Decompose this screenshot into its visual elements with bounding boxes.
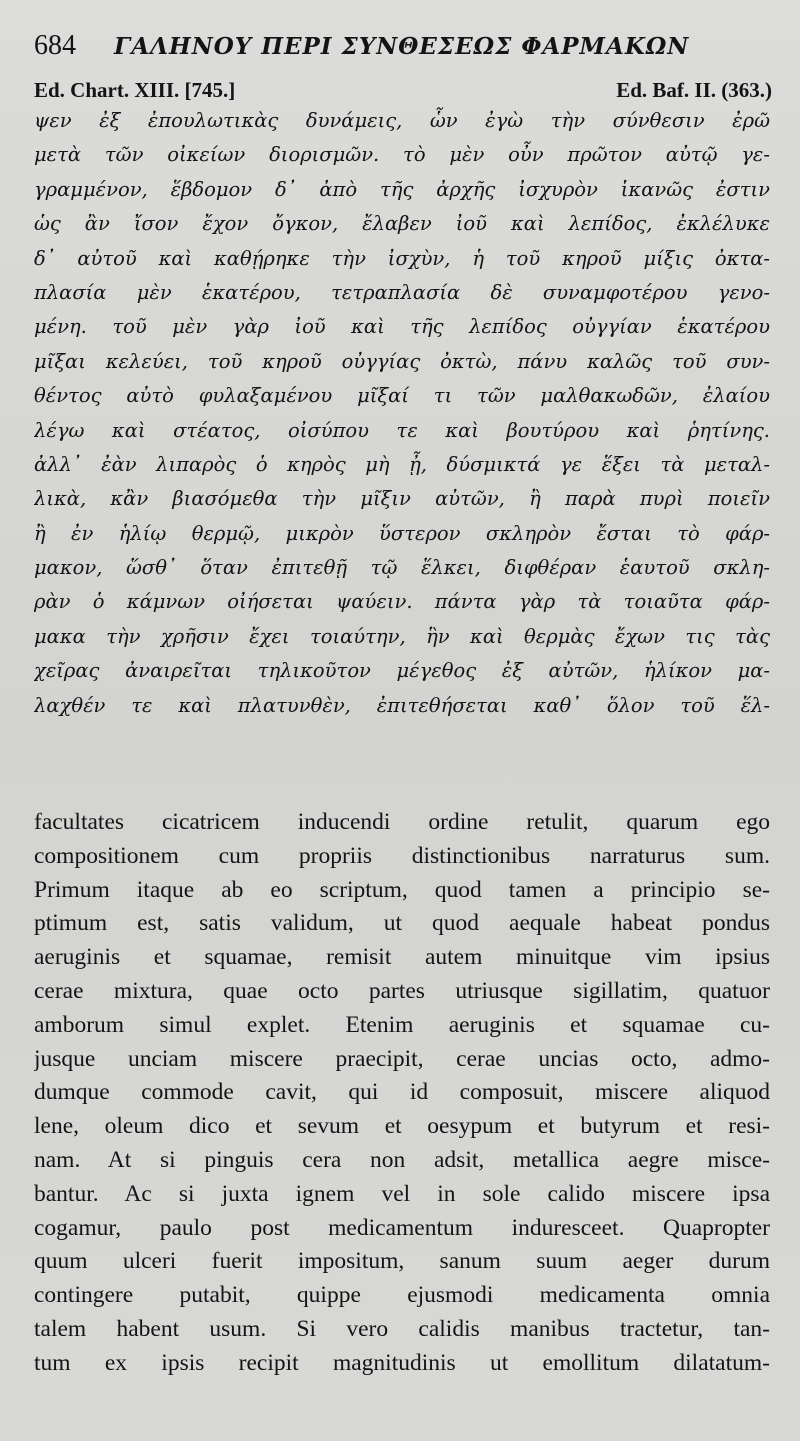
greek-line: πλασία μὲν ἑκατέρου, τετραπλασία δὲ συναμφοτέρου γενο- (34, 280, 770, 304)
greek-line: ρὰν ὁ κάμνων οἰήσεται ψαύειν. πάντα γὰρ τὰ τοιαῦτα φάρ- (34, 590, 770, 614)
latin-line: cogamur, paulo post medicamentum induresceet. Quapropter (34, 1214, 770, 1241)
latin-line: quum ulceri fuerit impositum, sanum suum aeger durum (34, 1248, 770, 1275)
running-title: ΓΑΛΗΝΟΥ ΠΕΡΙ ΣΥΝΘΕΣΕΩΣ ΦΑΡΜΑΚΩΝ (114, 33, 690, 60)
latin-line: aeruginis et squamae, remisit autem minuitque vim ipsius (34, 944, 770, 971)
latin-line: talem habent usum. Si vero calidis manibus tractetur, tan- (34, 1315, 770, 1342)
latin-line: contingere putabit, quippe ejusmodi medicamenta omnia (34, 1282, 770, 1309)
greek-text-block (34, 104, 770, 723)
edition-references (34, 78, 772, 103)
greek-line: θέντος αὐτὸ φυλαξαμένου μῖξαί τι τῶν μαλθακωδῶν, ἐλαίου (34, 384, 770, 408)
latin-line: tum ex ipsis recipit magnitudinis ut emollitum dilatatum- (34, 1349, 770, 1376)
greek-line: μετὰ τῶν οἰκείων διορισμῶν. τὸ μὲν οὖν πρῶτον αὐτῷ γε- (34, 143, 770, 167)
latin-line: compositionem cum propriis distinctionibus narraturus sum. (34, 842, 770, 869)
latin-line: ptimum est, satis validum, ut quod aequale habeat pondus (34, 910, 770, 937)
edition-bas: Ed. Baf. II. (363.) (616, 78, 772, 102)
latin-line: cerae mixtura, quae octo partes utriusque sigillatim, quatuor (34, 977, 770, 1004)
latin-line: jusque unciam miscere praecipit, cerae uncias octo, admo- (34, 1045, 770, 1072)
edition-chart: Ed. Chart. XIII. [745.] (34, 78, 236, 102)
latin-line: bantur. Ac si juxta ignem vel in sole calido miscere ipsa (34, 1180, 770, 1207)
greek-line: μένη. τοῦ μὲν γὰρ ἰοῦ καὶ τῆς λεπίδος οὐγγίαν ἑκατέρου (34, 315, 770, 339)
greek-line: λικὰ, κἂν βιασόμεθα τὴν μῖξιν αὐτῶν, ἢ παρὰ πυρὶ ποιεῖν (34, 487, 770, 511)
greek-line: γραμμένον, ἕβδομον δ᾽ ἀπὸ τῆς ἀρχῆς ἰσχυρὸν ἱκανῶς ἐστιν (34, 177, 770, 201)
latin-line: facultates cicatricem inducendi ordine retulit, quarum ego (34, 809, 770, 835)
running-header (34, 30, 770, 64)
greek-line: χεῖρας ἀναιρεῖται τηλικοῦτον μέγεθος ἐξ αὐτῶν, ἡλίκον μα- (34, 659, 770, 683)
greek-line: λαχθέν τε καὶ πλατυνθὲν, ἐπιτεθήσεται καθ᾽ ὅλον τοῦ ἕλ- (34, 693, 770, 717)
greek-line: λέγω καὶ στέατος, οἰσύπου τε καὶ βουτύρου καὶ ῥητίνης. (34, 418, 770, 442)
greek-line: μῖξαι κελεύει, τοῦ κηροῦ οὐγγίας ὀκτὼ, πάνυ καλῶς τοῦ συν- (34, 349, 770, 373)
greek-line: ὡς ἂν ἴσον ἔχον ὄγκον, ἔλαβεν ἰοῦ καὶ λεπίδος, ἐκλέλυκε (34, 212, 770, 236)
latin-line: lene, oleum dico et sevum et oesypum et butyrum et resi- (34, 1113, 770, 1140)
greek-line: δ᾽ αὐτοῦ καὶ καθῄρηκε τὴν ἰσχὺν, ἡ τοῦ κηροῦ μίξις ὀκτα- (34, 246, 770, 270)
greek-line: μακα τὴν χρῆσιν ἔχει τοιαύτην, ἣν καὶ θερμὰς ἔχων τις τὰς (34, 624, 770, 648)
latin-line: Primum itaque ab eo scriptum, quod tamen a principio se- (34, 876, 770, 903)
greek-line: μακον, ὥσθ᾽ ὅταν ἐπιτεθῇ τῷ ἕλκει, διφθέραν ἑαυτοῦ σκλη- (34, 556, 770, 580)
greek-line: ἀλλ᾽ ἐὰν λιπαρὸς ὁ κηρὸς μὴ ᾖ, δύσμικτά γε ἕξει τὰ μεταλ- (34, 452, 770, 476)
latin-text-block (34, 806, 770, 1381)
latin-line: nam. At si pinguis cera non adsit, metallica aegre misce- (34, 1146, 770, 1173)
greek-line: ἢ ἐν ἡλίῳ θερμῷ, μικρὸν ὕστερον σκληρὸν ἔσται τὸ φάρ- (34, 521, 770, 545)
latin-line: amborum simul explet. Etenim aeruginis et squamae cu- (34, 1011, 770, 1038)
greek-line: ψεν ἐξ ἐπουλωτικὰς δυνάμεις, ὧν ἐγὼ τὴν σύνθεσιν ἐρῶ (34, 109, 770, 132)
page-number: 684 (34, 30, 76, 61)
latin-line: dumque commode cavit, qui id composuit, miscere aliquod (34, 1079, 770, 1106)
